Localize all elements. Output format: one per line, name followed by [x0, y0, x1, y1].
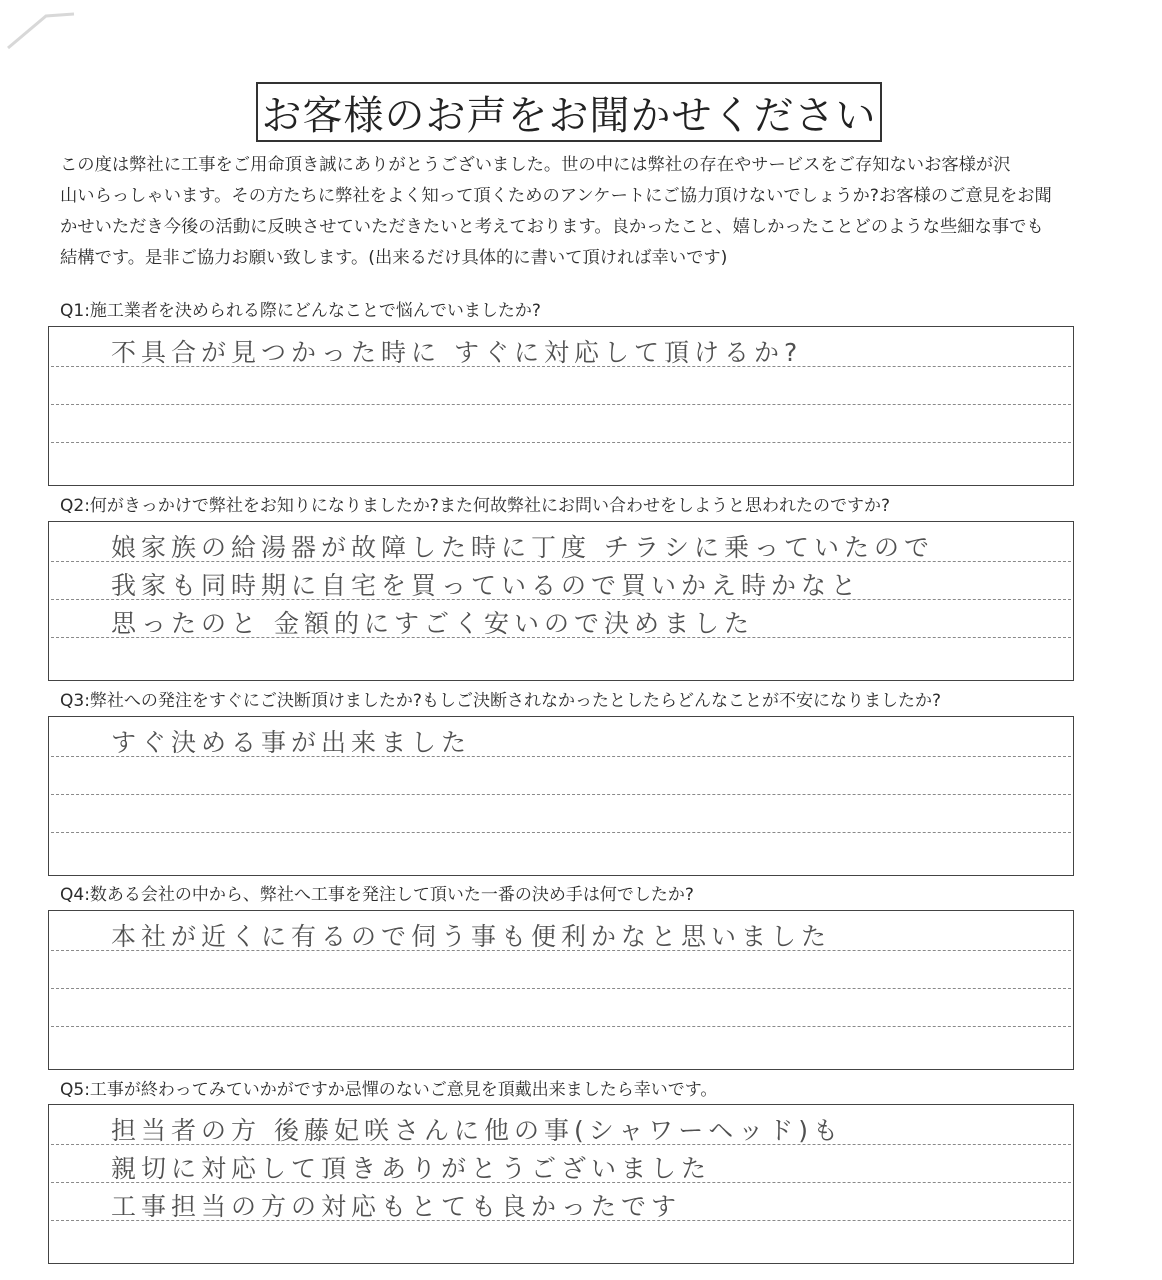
question-1-label: Q1:施工業者を決められる際にどんなことで悩んでいましたか?	[60, 301, 541, 321]
handwritten-answer-line: 担当者の方 後藤妃咲さんに他の事(シャワーヘッド)も	[111, 1116, 843, 1145]
ruled-line	[51, 442, 1071, 443]
handwritten-answer-line: 我家も同時期に自宅を買っているので買いかえ時かなと	[111, 571, 862, 600]
handwritten-answer-line: 娘家族の給湯器が故障した時に丁度 チラシに乗っていたので	[111, 533, 934, 562]
handwritten-answer-line: 親切に対応して頂きありがとうございました	[111, 1154, 712, 1183]
intro-line: 結構です。是非ご協力お願い致します。(出来るだけ具体的に書いて頂ければ幸いです)	[60, 248, 728, 268]
intro-paragraph	[60, 150, 1090, 274]
answer-box-3	[48, 716, 1074, 876]
question-2-label: Q2:何がきっかけで弊社をお知りになりましたか?また何故弊社にお問い合わせをしようと思われたのですか?	[60, 496, 890, 516]
handwritten-answer-line: 工事担当の方の対応もとても良かったです	[111, 1192, 682, 1221]
answer-box-1	[48, 326, 1074, 486]
ruled-line	[51, 988, 1071, 989]
handwritten-answer-line: 思ったのと 金額的にすごく安いので決めました	[111, 609, 754, 638]
ruled-line	[51, 1026, 1071, 1027]
ruled-line	[51, 404, 1071, 405]
intro-line: この度は弊社に工事をご用命頂き誠にありがとうございました。世の中には弊社の存在やサービスをご存知ないお客様が沢	[60, 155, 1011, 175]
question-5-label: Q5:工事が終わってみていかがですか忌憚のないご意見を頂戴出来ましたら幸いです。	[60, 1080, 718, 1100]
intro-line: かせいただき今後の活動に反映させていただきたいと考えております。良かったこと、嬉しかったことどのような些細な事でも	[60, 217, 1044, 237]
question-4-label: Q4:数ある会社の中から、弊社へ工事を発注して頂いた一番の決め手は何でしたか?	[60, 885, 694, 905]
ruled-line	[51, 832, 1071, 833]
handwritten-answer-line: 本社が近くに有るので伺う事も便利かなと思いました	[111, 922, 832, 951]
answer-box-5	[48, 1104, 1074, 1264]
answer-box-4	[48, 910, 1074, 1070]
handwritten-answer-line: 不具合が見つかった時に すぐに対応して頂けるか?	[111, 338, 803, 367]
intro-line: 山いらっしゃいます。その方たちに弊社をよく知って頂くためのアンケートにご協力頂けないでしょうか?お客様のご意見をお聞	[60, 186, 1052, 206]
page-title: お客様のお声をお聞かせください	[261, 92, 877, 139]
question-3-label: Q3:弊社への発注をすぐにご決断頂けましたか?もしご決断されなかったとしたらどんなことが不安になりましたか?	[60, 691, 941, 711]
handwritten-answer-line: すぐ決める事が出来ました	[111, 728, 472, 757]
ruled-line	[51, 794, 1071, 795]
scan-corner-mark	[6, 8, 76, 52]
title-box	[256, 82, 882, 142]
answer-box-2	[48, 521, 1074, 681]
